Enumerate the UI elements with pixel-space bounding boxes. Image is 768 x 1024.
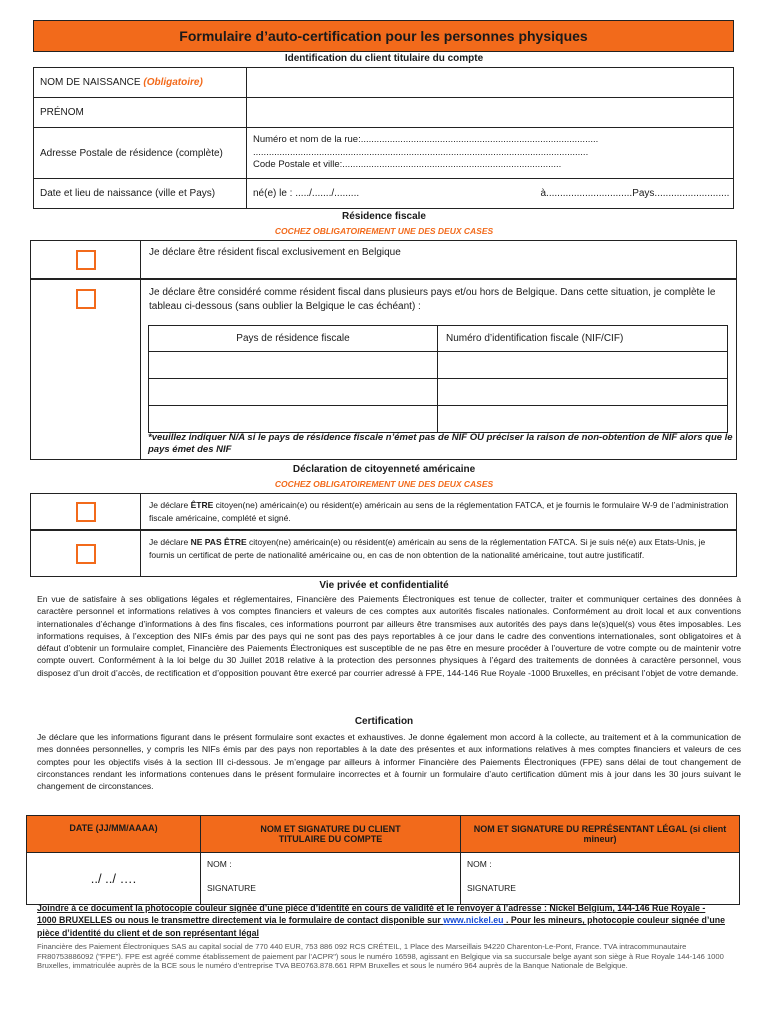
- citoyennete-heading: Déclaration de citoyenneté américaine: [292, 464, 476, 475]
- nif-col-numero: Numéro d’identification fiscale (NIF/CIF): [438, 326, 728, 352]
- col-date-header: DATE (JJ/MM/AAAA): [27, 816, 201, 853]
- nom-label: NOM DE NAISSANCE: [40, 77, 141, 88]
- client-signature-label: SIGNATURE: [207, 883, 256, 893]
- naissance-field[interactable]: [247, 179, 734, 209]
- legal-notice: Financière des Paiement Électroniques SAS au capital social de 770 440 EUR, 753 886 092 RCS CRÉTEIL, 1 Place des Marseillais 94220 Charenton-Le-Pont, France. TVA intracommunautaire FR80753886092 ("FPE"). FPE est agréé comme établissement de paiement par l’ACPR") sous le numéro 16598, agissant en Belgique via sa succursale belge ayant son siège à Rue Royale 144-146 1000 Bruxelles, immatriculée auprès de la BCE sous le numéro d’entreprise TVA BE0763.878.661 RPM Bruxelles et sous le numéro 964 auprès de la Banque Nationale de Belgique.: [37, 942, 724, 970]
- nif-numero-field[interactable]: [438, 406, 728, 433]
- representant-signature-field[interactable]: [461, 853, 740, 905]
- residence-option2-text: Je déclare être considéré comme résident fiscal dans plusieurs pays et/ou hors de Belgique. Dans cette situation, je complète le tableau ci-dessous (sans oublier la Belgique le cas échéant) :: [149, 287, 716, 312]
- adresse-field[interactable]: [247, 128, 734, 179]
- fatca-ne-pas-etre-emphasis: NE PAS ÊTRE: [190, 537, 247, 547]
- nif-col-pays: Pays de résidence fiscale: [149, 326, 438, 352]
- checkbox-resident-belgique[interactable]: [76, 250, 96, 270]
- adresse-line-suite: ...............................................................................................................................: [253, 146, 589, 158]
- residence-option-multiple: [30, 279, 737, 460]
- nif-note: *veuillez indiquer N/A si le pays de résidence fiscale n’émet pas de NIF OU préciser la raison de non-obtention de NIF alors que le pays émet des NIF: [148, 432, 733, 455]
- nif-pays-field[interactable]: [149, 406, 438, 433]
- nom-label-cell: [34, 68, 247, 98]
- client-signature-field[interactable]: [201, 853, 461, 905]
- nif-numero-field[interactable]: [438, 379, 728, 406]
- prenom-field[interactable]: [247, 98, 734, 128]
- nif-table: [148, 325, 728, 433]
- date-field[interactable]: ../ ../ ….: [27, 853, 201, 905]
- privacy-text: En vue de satisfaire à ses obligations légales et réglementaires, Financière des Paiements Électroniques est tenue de collecter, traiter et communiquer certaines des données à caractère personnel et informations relatives à vos comptes financiers et valeurs de ces comptes aux autorités fiscales nationales. Conformément au droit local et aux conventions internationales d’échange d’informations à des fins fiscales, ces informations pourront par ailleurs être transmises aux autorités des pays dans le(s)quel(s) vous êtes imposables. Les informations requises, à l’exception des NIFs émis par des pays qui ne sont pas des pays reportables à ce jour dans le cadre des conventions internationales, sont obligatoires et à défaut d’obtenir un formulaire complet, Financière des Paiements Électroniques est susceptible de ne pas être en mesure procéder à l’ouverture de votre compte ou de maintenir votre compte ouvert. Conformément à la loi belge du 30 Juillet 2018 relative à la protection des personnes physiques à l’égard des traitements de données à caractère personnel, vous disposez d’un droit d’accès, de rectification et d’opposition pouvant être exercé par courrier adressé à FPE, 144-146 Rue Royale -1000 Bruxelles, en précisant l’objet de votre demande.: [37, 594, 741, 678]
- adresse-line-ville: Code Postale et ville:...................................................................................: [253, 159, 562, 171]
- certification-text: Je déclare que les informations figurant dans le présent formulaire sont exactes et exhaustives. Je donne également mon accord à la collecte, au traitement et à la communication de mes données personnelles, y compris les NIFs émis par des pays non reportables à la date des présentes et aux informations relatives à mes comptes financiers et valeurs de ces comptes pour les objectifs visés à la section III ci-dessous. Je m’engage par ailleurs à informer Financière des Paiements Électroniques (FPE) sans délai de tout changement de circonstances rendant les informations contenues dans le présent formulaire incorrectes et à fournir un formulaire d’auto certification dûment mis à jour dans les 30 jours suivant le changement de circonstances.: [37, 732, 741, 792]
- col-representant-header: NOM ET SIGNATURE DU REPRÉSENTANT LÉGAL (si client mineur): [461, 816, 740, 853]
- naissance-label: Date et lieu de naissance (ville et Pays): [34, 179, 247, 209]
- fatca-option2-text: Je déclare NE PAS ÊTRE citoyen(ne) américain(e) ou résident(e) américain au sens de la réglementation FATCA. Si je suis né(e) aux Etats-Unis, je fournis un certificat de perte de nationalité américaine ou, en cas de non obtention de la nationalité américaine, tout autre justificatif.: [149, 537, 706, 560]
- privacy-heading: Vie privée et confidentialité: [319, 580, 449, 591]
- identification-table: [33, 67, 734, 209]
- signature-table: [26, 815, 740, 905]
- residence-instruction: COCHEZ OBLIGATOIREMENT UNE DES DEUX CASES: [274, 226, 494, 236]
- adresse-label: Adresse Postale de résidence (complète): [34, 128, 247, 179]
- fatca-etre-emphasis: ÊTRE: [190, 500, 214, 510]
- adresse-line-rue: Numéro et nom de la rue:..........................................................................................: [253, 134, 599, 146]
- checkbox-fatca-etre[interactable]: [76, 502, 96, 522]
- naissance-lieu: à...............................Pays...........................: [540, 188, 730, 199]
- nif-pays-field[interactable]: [149, 352, 438, 379]
- identification-heading: Identification du client titulaire du compte: [284, 53, 484, 64]
- fatca-option1-text: Je déclare ÊTRE citoyen(ne) américain(e) ou résident(e) américain au sens de la réglementation FATCA, et je fournis le formulaire W-9 de l’administration fiscale américaine, complété et signé.: [149, 500, 729, 523]
- form-title-banner: [33, 20, 734, 52]
- representant-signature-label: SIGNATURE: [467, 883, 516, 893]
- submission-instructions: Joindre à ce document la photocopie couleur signée d’une pièce d’identité en cours de validité et le renvoyer à l’adresse : Nickel Belgium, 144-146 Rue Royale - 1000 BRUXELLES ou nous le transmettre directement via le formulaire de contact disponible sur www.nickel.eu . Pour les mineurs, photocopie couleur signée d’une pièce d’identité du client et de son représentant légal: [37, 903, 725, 938]
- naissance-date: né(e) le : ...../......./.........: [253, 188, 360, 199]
- citoyennete-instruction: COCHEZ OBLIGATOIREMENT UNE DES DEUX CASES: [274, 479, 494, 489]
- nif-numero-field[interactable]: [438, 352, 728, 379]
- nom-required-tag: (Obligatoire): [143, 77, 203, 88]
- nif-pays-field[interactable]: [149, 379, 438, 406]
- nom-field[interactable]: [247, 68, 734, 98]
- residence-option-belgique: [30, 240, 737, 279]
- fatca-option-etre: [30, 493, 737, 530]
- fatca-option-ne-pas-etre: [30, 530, 737, 577]
- client-nom-label: NOM :: [207, 859, 232, 869]
- certification-heading: Certification: [354, 716, 414, 727]
- form-title: Formulaire d’auto-certification pour les personnes physiques: [179, 28, 588, 44]
- checkbox-fatca-ne-pas-etre[interactable]: [76, 544, 96, 564]
- prenom-label: PRÉNOM: [34, 98, 247, 128]
- checkbox-resident-multiple[interactable]: [76, 289, 96, 309]
- representant-nom-label: NOM :: [467, 859, 492, 869]
- col-client-header: NOM ET SIGNATURE DU CLIENT TITULAIRE DU COMPTE: [201, 816, 461, 853]
- nickel-website-link[interactable]: www.nickel.eu: [443, 915, 504, 926]
- residence-option1-text: Je déclare être résident fiscal exclusivement en Belgique: [149, 247, 401, 258]
- residence-heading: Résidence fiscale: [342, 211, 426, 222]
